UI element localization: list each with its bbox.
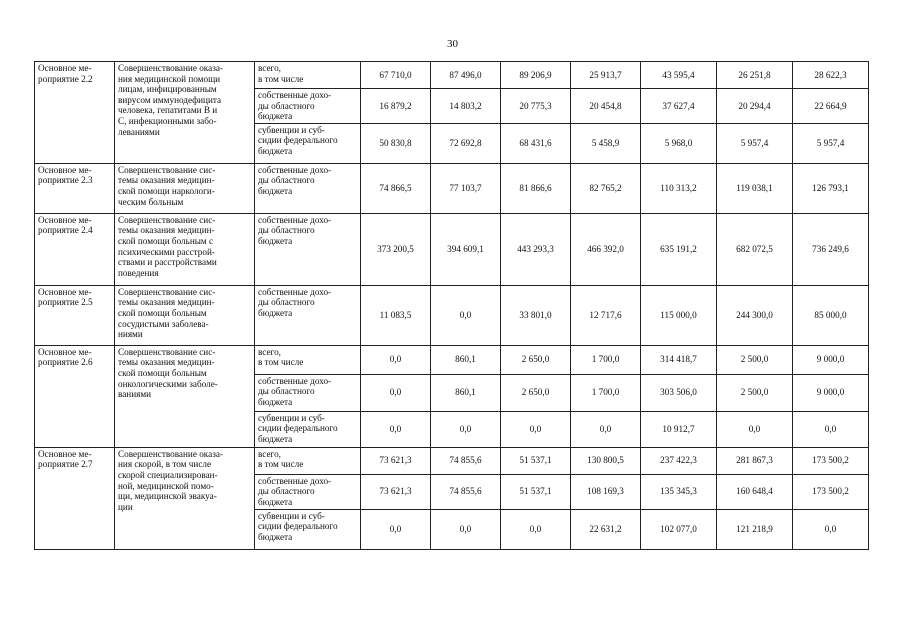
value-cell-year-7: 736 249,6 — [793, 213, 869, 285]
value-cell-year-1: 73 621,3 — [361, 474, 431, 509]
value-cell-year-4: 82 765,2 — [571, 163, 641, 213]
value-cell-year-6: 20 294,4 — [717, 89, 793, 124]
funding-source: собственные дохо- ды областного бюджета — [255, 213, 361, 285]
table-row — [35, 163, 869, 213]
value-cell-year-5: 303 506,0 — [641, 374, 717, 411]
value-cell-year-6: 2 500,0 — [717, 345, 793, 374]
value-cell-year-3: 0,0 — [501, 411, 571, 447]
value-cell-year-7: 5 957,4 — [793, 123, 869, 163]
value-cell-year-1: 74 866,5 — [361, 163, 431, 213]
value-cell-year-2: 860,1 — [431, 345, 501, 374]
value-cell-year-1: 0,0 — [361, 374, 431, 411]
value-cell-year-5: 102 077,0 — [641, 509, 717, 549]
funding-source: субвенции и суб- сидии федерального бюджета — [255, 509, 361, 549]
funding-source: всего, в том числе — [255, 447, 361, 474]
value-cell-year-4: 0,0 — [571, 411, 641, 447]
value-cell-year-3: 51 537,1 — [501, 474, 571, 509]
funding-source: собственные дохо- ды областного бюджета — [255, 474, 361, 509]
value-cell-year-7: 22 664,9 — [793, 89, 869, 124]
table-row — [35, 213, 869, 285]
budget-table — [34, 61, 869, 550]
measure-name: Основное ме- роприятие 2.5 — [35, 285, 115, 345]
value-cell-year-2: 0,0 — [431, 411, 501, 447]
funding-source: собственные дохо- ды областного бюджета — [255, 163, 361, 213]
value-cell-year-4: 1 700,0 — [571, 345, 641, 374]
value-cell-year-7: 126 793,1 — [793, 163, 869, 213]
value-cell-year-2: 860,1 — [431, 374, 501, 411]
table-row — [35, 447, 869, 474]
value-cell-year-1: 0,0 — [361, 411, 431, 447]
value-cell-year-7: 173 500,2 — [793, 474, 869, 509]
value-cell-year-2: 77 103,7 — [431, 163, 501, 213]
funding-source: собственные дохо- ды областного бюджета — [255, 285, 361, 345]
value-cell-year-2: 87 496,0 — [431, 62, 501, 89]
measure-description: Совершенствование сис- темы оказания медицин- ской помощи наркологи- ческим больным — [115, 163, 255, 213]
value-cell-year-6: 5 957,4 — [717, 123, 793, 163]
value-cell-year-5: 43 595,4 — [641, 62, 717, 89]
measure-description: Совершенствование сис- темы оказания медицин- ской помощи больным онкологическими заболе- ваниями — [115, 345, 255, 447]
value-cell-year-3: 81 866,6 — [501, 163, 571, 213]
value-cell-year-2: 14 803,2 — [431, 89, 501, 124]
value-cell-year-5: 135 345,3 — [641, 474, 717, 509]
funding-source: субвенции и суб- сидии федерального бюджета — [255, 411, 361, 447]
value-cell-year-1: 373 200,5 — [361, 213, 431, 285]
value-cell-year-7: 0,0 — [793, 411, 869, 447]
value-cell-year-4: 12 717,6 — [571, 285, 641, 345]
value-cell-year-5: 10 912,7 — [641, 411, 717, 447]
value-cell-year-5: 237 422,3 — [641, 447, 717, 474]
funding-source: собственные дохо- ды областного бюджета — [255, 374, 361, 411]
funding-source: собственные дохо- ды областного бюджета — [255, 89, 361, 124]
value-cell-year-5: 5 968,0 — [641, 123, 717, 163]
value-cell-year-4: 130 800,5 — [571, 447, 641, 474]
value-cell-year-6: 119 038,1 — [717, 163, 793, 213]
value-cell-year-2: 74 855,6 — [431, 474, 501, 509]
measure-name: Основное ме- роприятие 2.6 — [35, 345, 115, 447]
value-cell-year-1: 16 879,2 — [361, 89, 431, 124]
value-cell-year-2: 0,0 — [431, 509, 501, 549]
value-cell-year-7: 28 622,3 — [793, 62, 869, 89]
value-cell-year-3: 0,0 — [501, 509, 571, 549]
value-cell-year-6: 121 218,9 — [717, 509, 793, 549]
value-cell-year-6: 160 648,4 — [717, 474, 793, 509]
table-row — [35, 345, 869, 374]
value-cell-year-1: 73 621,3 — [361, 447, 431, 474]
value-cell-year-1: 11 083,5 — [361, 285, 431, 345]
value-cell-year-6: 682 072,5 — [717, 213, 793, 285]
value-cell-year-3: 20 775,3 — [501, 89, 571, 124]
measure-description: Совершенствование оказа- ния медицинской помощи лицам, инфицированным вирусом иммунодефицита человека, гепатитами В и С, инфекционными забо- леваниями — [115, 62, 255, 164]
value-cell-year-2: 0,0 — [431, 285, 501, 345]
table-row — [35, 285, 869, 345]
value-cell-year-7: 173 500,2 — [793, 447, 869, 474]
value-cell-year-6: 281 867,3 — [717, 447, 793, 474]
value-cell-year-4: 20 454,8 — [571, 89, 641, 124]
value-cell-year-5: 37 627,4 — [641, 89, 717, 124]
value-cell-year-4: 5 458,9 — [571, 123, 641, 163]
value-cell-year-5: 110 313,2 — [641, 163, 717, 213]
value-cell-year-3: 68 431,6 — [501, 123, 571, 163]
funding-source: субвенции и суб- сидии федерального бюджета — [255, 123, 361, 163]
value-cell-year-2: 72 692,8 — [431, 123, 501, 163]
value-cell-year-1: 0,0 — [361, 509, 431, 549]
value-cell-year-2: 74 855,6 — [431, 447, 501, 474]
value-cell-year-1: 0,0 — [361, 345, 431, 374]
table-row — [35, 62, 869, 89]
funding-source: всего, в том числе — [255, 345, 361, 374]
value-cell-year-5: 635 191,2 — [641, 213, 717, 285]
value-cell-year-3: 443 293,3 — [501, 213, 571, 285]
measure-name: Основное ме- роприятие 2.3 — [35, 163, 115, 213]
measure-name: Основное ме- роприятие 2.7 — [35, 447, 115, 549]
measure-name: Основное ме- роприятие 2.2 — [35, 62, 115, 164]
value-cell-year-3: 33 801,0 — [501, 285, 571, 345]
value-cell-year-3: 51 537,1 — [501, 447, 571, 474]
value-cell-year-7: 9 000,0 — [793, 345, 869, 374]
value-cell-year-6: 0,0 — [717, 411, 793, 447]
value-cell-year-3: 2 650,0 — [501, 345, 571, 374]
value-cell-year-6: 244 300,0 — [717, 285, 793, 345]
value-cell-year-4: 25 913,7 — [571, 62, 641, 89]
value-cell-year-3: 89 206,9 — [501, 62, 571, 89]
value-cell-year-7: 85 000,0 — [793, 285, 869, 345]
value-cell-year-4: 1 700,0 — [571, 374, 641, 411]
measure-description: Совершенствование сис- темы оказания медицин- ской помощи больным сосудистыми заболева- ниями — [115, 285, 255, 345]
value-cell-year-1: 50 830,8 — [361, 123, 431, 163]
value-cell-year-2: 394 609,1 — [431, 213, 501, 285]
page-number: 30 — [447, 38, 458, 50]
value-cell-year-4: 108 169,3 — [571, 474, 641, 509]
measure-description: Совершенствование оказа- ния скорой, в том числе скорой специализирован- ной, медицинской помо- щи, медицинской эвакуа- ции — [115, 447, 255, 549]
value-cell-year-7: 9 000,0 — [793, 374, 869, 411]
value-cell-year-3: 2 650,0 — [501, 374, 571, 411]
measure-description: Совершенствование сис- темы оказания медицин- ской помощи больным с психическими расстрой- ствами и расстройствами поведения — [115, 213, 255, 285]
value-cell-year-1: 67 710,0 — [361, 62, 431, 89]
value-cell-year-5: 115 000,0 — [641, 285, 717, 345]
value-cell-year-4: 22 631,2 — [571, 509, 641, 549]
funding-source: всего, в том числе — [255, 62, 361, 89]
measure-name: Основное ме- роприятие 2.4 — [35, 213, 115, 285]
value-cell-year-5: 314 418,7 — [641, 345, 717, 374]
value-cell-year-6: 2 500,0 — [717, 374, 793, 411]
value-cell-year-4: 466 392,0 — [571, 213, 641, 285]
value-cell-year-6: 26 251,8 — [717, 62, 793, 89]
value-cell-year-7: 0,0 — [793, 509, 869, 549]
